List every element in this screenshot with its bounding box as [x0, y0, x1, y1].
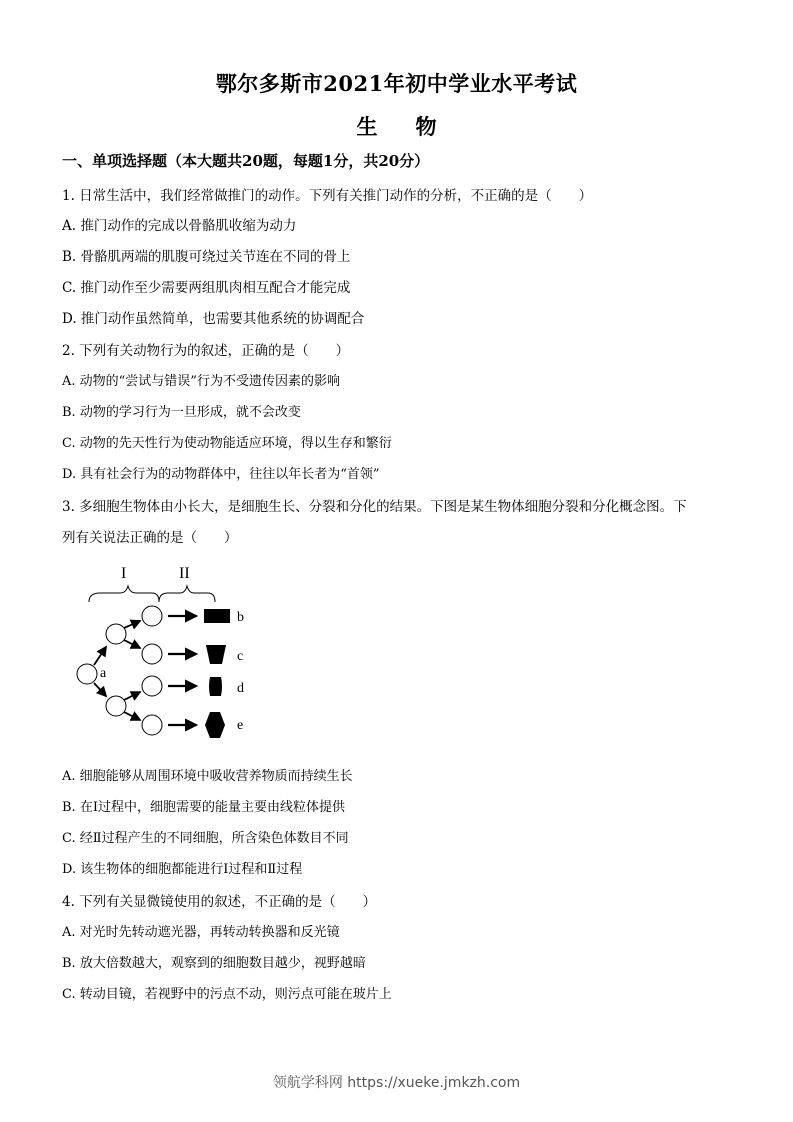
- cell-level2-1: [142, 606, 162, 626]
- question-4-option-a: A. 对光时先转动遮光器，再转动转换器和反光镜: [62, 925, 340, 940]
- question-1-option-b: B. 骨骼肌两端的肌腹可绕过关节连在不同的骨上: [62, 249, 351, 265]
- cell-level1-top: [106, 624, 126, 644]
- label-e: e: [237, 718, 244, 733]
- question-3-option-d: D. 该生物体的细胞都能进行Ⅰ过程和Ⅱ过程: [62, 862, 303, 877]
- subject-char-2: 物: [415, 114, 437, 139]
- label-I: I: [121, 565, 127, 582]
- label-b: b: [237, 610, 244, 625]
- question-3-option-c: C. 经Ⅱ过程产生的不同细胞，所含染色体数目不同: [62, 831, 349, 846]
- question-4-stem: 4. 下列有关显微镜使用的叙述，不正确的是（ ）: [62, 894, 377, 910]
- cell-level2-3: [142, 676, 162, 696]
- cell-level2-4: [142, 715, 162, 735]
- label-c: c: [237, 649, 244, 664]
- arrow-bottom-to-4: [124, 712, 140, 720]
- arrow-bottom-to-3: [124, 692, 140, 700]
- question-2-option-b: B. 动物的学习行为一旦形成，就不会改变: [62, 405, 301, 420]
- cell-d-shape: [209, 677, 222, 696]
- label-a: a: [100, 666, 107, 681]
- brace-II: [159, 586, 215, 602]
- question-4-option-b: B. 放大倍数越大，观察到的细胞数目越少，视野越暗: [62, 956, 366, 971]
- label-d: d: [237, 681, 244, 696]
- question-3-option-a: A. 细胞能够从周围环境中吸收营养物质而持续生长: [62, 769, 353, 784]
- section-heading: 一、单项选择题（本大题共20题，每题1分，共20分）: [62, 152, 430, 170]
- footer-watermark[interactable]: 领航学科网 https://xueke.jmkzh.com: [272, 1075, 521, 1091]
- question-2-option-d: D. 具有社会行为的动物群体中，往往以年长者为“首领”: [62, 467, 380, 482]
- cell-e-shape: [205, 712, 225, 738]
- arrow-a-to-top: [94, 647, 106, 665]
- cell-level2-2: [142, 644, 162, 664]
- cell-division-diagram: [60, 558, 280, 748]
- question-2-option-c: C. 动物的先天性行为使动物能适应环境，得以生存和繁衍: [62, 436, 392, 451]
- arrow-top-to-2: [124, 640, 140, 648]
- question-1-option-d: D. 推门动作虽然简单，也需要其他系统的协调配合: [62, 311, 365, 327]
- question-1-stem: 1. 日常生活中，我们经常做推门的动作。下列有关推门动作的分析，不正确的是（ ）: [62, 188, 593, 204]
- exam-title: 鄂尔多斯市2021年初中学业水平考试: [215, 71, 578, 96]
- cell-c-shape: [206, 645, 226, 664]
- subject-title: [0, 111, 793, 141]
- arrow-top-to-1: [124, 621, 140, 628]
- question-1-option-a: A. 推门动作的完成以骨骼肌收缩为动力: [62, 218, 297, 234]
- question-3-option-b: B. 在Ⅰ过程中，细胞需要的能量主要由线粒体提供: [62, 800, 345, 815]
- subject-char-1: 生: [356, 114, 378, 139]
- question-4-option-c: C. 转动目镜，若视野中的污点不动，则污点可能在玻片上: [62, 987, 392, 1002]
- question-3-stem-line-2: 列有关说法正确的是（ ）: [62, 530, 238, 546]
- arrow-a-to-bottom: [94, 683, 106, 696]
- brace-I: [89, 586, 159, 602]
- cell-level1-bottom: [106, 696, 126, 716]
- question-1-option-c: C. 推门动作至少需要两组肌肉相互配合才能完成: [62, 280, 351, 296]
- cell-b-shape: [204, 609, 230, 623]
- question-2-stem: 2. 下列有关动物行为的叙述，正确的是（ ）: [62, 343, 350, 359]
- question-3-stem-line-1: 3. 多细胞生物体由小长大，是细胞生长、分裂和分化的结果。下图是某生物体细胞分裂和分化概念图。下: [62, 499, 687, 515]
- question-2-option-a: A. 动物的“尝试与错误”行为不受遗传因素的影响: [62, 374, 340, 389]
- label-II: II: [179, 565, 190, 582]
- cell-a: [77, 664, 97, 684]
